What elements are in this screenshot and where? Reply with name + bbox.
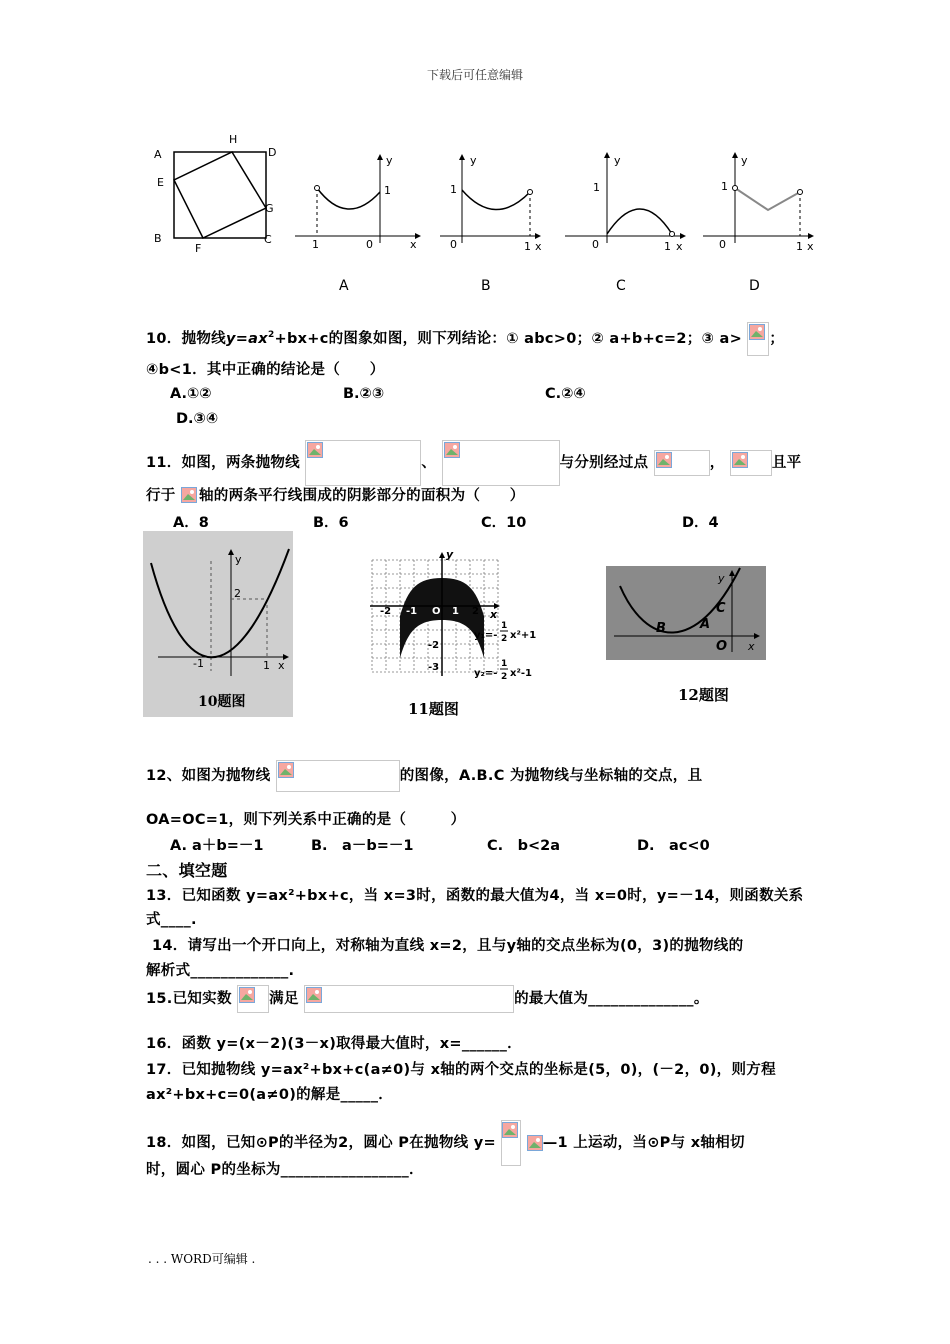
q14-line2: 解析式_____________. [146,963,295,979]
gB-x0: 0 [450,238,457,251]
fig12-C: C [716,601,726,616]
fig11-caption: 11题图 [408,700,459,718]
q13-line1: 13．已知函数 y=ax²+bx+c，当 x=3时，函数的最大值为4，当 x=0时，y=－14，则函数关系 [146,888,804,904]
fig11-frac2-den: 2 [501,672,508,682]
q12-option-D[interactable]: D. ac<0 [637,838,710,854]
fig11-y: y [446,548,454,561]
gC-x1: 1 [664,240,671,253]
broken-image-icon [181,487,199,505]
graph-B [440,154,542,253]
broken-image-icon [501,1120,521,1166]
q12-line1: 12、如图为抛物线 的图像，A.B.C 为抛物线与坐标轴的交点，且 [146,760,702,792]
gC-x0: 0 [592,238,599,251]
sq-label-G: G [265,202,274,215]
gC-x: x [676,240,683,253]
sq-label-D: D [268,146,277,159]
fig11-yn2: -2 [428,640,440,651]
graph-D [703,152,814,253]
sq-label-B: B [154,232,162,245]
fig11-frac2-num: 1 [501,659,508,669]
fig10-neg1: -1 [193,657,204,670]
gC-y1: 1 [593,181,600,194]
fig12-B: B [656,621,666,636]
fig12-caption: 12题图 [678,686,729,704]
q17-line1: 17．已知抛物线 y=ax²+bx+c(a≠0)与 x轴的两个交点的坐标是(5，0)，(－2，0)，则方程 [146,1062,776,1078]
fig9-option-B: B [481,278,491,294]
graph-C [565,152,686,253]
gD-x0: 0 [719,238,726,251]
q10-option-A[interactable]: A.①② [170,386,212,402]
fig12 [606,566,766,660]
broken-image-icon [730,450,772,476]
fig10 [143,531,293,717]
gA-y1: 1 [384,184,391,197]
q11-line2: 行于 轴的两条平行线围成的阴影部分的面积为（ ） [146,488,525,504]
sq-label-E: E [157,176,164,189]
gB-y: y [470,154,477,167]
broken-image-icon [304,985,514,1013]
fig11-x: x [490,608,498,621]
q12-option-B[interactable]: B. a－b=－1 [311,838,414,854]
q11-option-B[interactable]: B．6 [313,515,349,531]
broken-image-icon [527,1135,543,1151]
gB-x1: 1 [524,240,531,253]
page-footer: . . . WORD可编辑 . [148,1252,256,1266]
q10-option-C[interactable]: C.②④ [545,386,586,402]
fig11-eq2a: y₂=- [474,668,498,679]
broken-image-icon [237,985,269,1013]
broken-image-icon [305,440,421,486]
q9-figure-row [140,128,830,298]
broken-image-icon [654,450,710,476]
fig10-1: 1 [263,659,270,672]
fig10-x: x [278,659,285,672]
fig12-x: x [748,640,755,653]
section-title-fill-in: 二、填空题 [146,861,228,880]
broken-image-icon [276,760,400,792]
gD-y1: 1 [721,180,728,193]
q18-line2: 时，圆心 P的坐标为_________________． [146,1162,424,1178]
gA-x: x [410,238,417,251]
q12-option-C[interactable]: C. b<2a [487,838,561,854]
fig11-frac1-num: 1 [501,621,508,631]
broken-image-icon [442,440,560,486]
fig11-xn1: -1 [406,606,418,617]
fig11-eq1b: x²+1 [510,630,537,641]
square-diagram [154,133,276,255]
q15-line: 15.已知实数 满足 的最大值为______________。 [146,985,709,1013]
gD-x: x [807,240,814,253]
gA-x1: 1 [312,238,319,251]
fig9-option-D: D [749,278,760,294]
q17-line2: ax²+bx+c=0(a≠0)的解是_____． [146,1087,394,1103]
gC-y: y [614,154,621,167]
q11-option-C[interactable]: C．10 [481,515,527,531]
fig10-caption: 10题图 [198,694,246,710]
q13-line2: 式____. [146,912,197,928]
gB-y1: 1 [450,183,457,196]
sq-label-H: H [229,133,238,146]
sq-label-C: C [264,233,272,246]
gD-y: y [741,154,748,167]
q18-line1: 18．如图，已知⊙P的半径为2，圆心 P在抛物线 y= —1 上运动，当⊙P与 x轴相切 [146,1120,745,1166]
q11-option-A[interactable]: A．8 [173,515,209,531]
fig11-yn3: -3 [428,662,440,673]
gA-y: y [386,154,393,167]
q11-line1: 11．如图，两条抛物线 、 与分别经过点 ， 且平 [146,440,801,486]
sq-label-F: F [195,242,202,255]
fig11-xn2: -2 [380,606,392,617]
fig12-A: A [700,617,711,632]
sq-label-A: A [154,148,162,161]
gA-x0: 0 [366,238,373,251]
q10-line1: 10．抛物线$y=ax^2+bx+c$的图象如图，则下列结论：① abc>0；② a+b+c=2；③ a> ； [146,322,784,356]
fig10-2: 2 [234,587,241,600]
q14-line1: 14．请写出一个开口向上，对称轴为直线 x=2，且与y轴的交点坐标为(0，3)的抛物线的 [152,938,744,954]
fig9-option-C: C [616,278,626,294]
q12-option-A[interactable]: A. a＋b=－1 [170,838,264,854]
fig11 [368,548,558,688]
fig11-eq1a: y₁=- [474,630,498,641]
fig12-O: O [716,639,728,654]
fig11-eq2b: x²-1 [510,668,532,679]
fig11-x2: 2 [472,606,479,617]
gB-x: x [535,240,542,253]
fig9-option-A: A [339,278,349,294]
fig11-frac1-den: 2 [501,634,508,644]
fig12-y: y [718,572,725,585]
q12-line2: OA=OC=1，则下列关系中正确的是（ ） [146,812,466,828]
fig11-x1: 1 [452,606,459,617]
q10-option-B[interactable]: B.②③ [343,386,385,402]
gD-x1: 1 [796,240,803,253]
page-header: 下载后可任意编辑 [426,68,523,82]
q16-line: 16．函数 y=(x－2)(3－x)取得最大值时，x=______． [146,1036,522,1052]
graph-A [295,154,421,251]
q11-option-D[interactable]: D．4 [682,515,719,531]
broken-image-icon [747,322,769,356]
fig10-y: y [235,553,242,566]
q10-option-D[interactable]: D.③④ [176,411,219,427]
q10-line2: ④b<1．其中正确的结论是（ ） [146,362,385,378]
fig11-O: O [432,606,441,617]
